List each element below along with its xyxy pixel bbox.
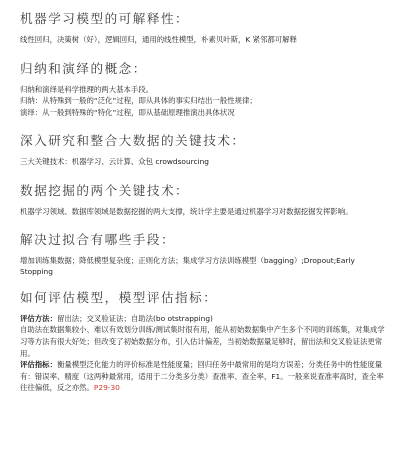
section-heading: 深入研究和整合大数据的关键技术： — [20, 133, 246, 149]
body-text: 三大关键技术：机器学习、云计算、众包 crowdsourcing — [20, 157, 210, 167]
section-heading: 数据挖掘的两个关键技术： — [20, 182, 190, 198]
section-model-evaluation — [20, 289, 390, 394]
section-interpretability — [20, 10, 390, 46]
body-paragraph: 增加训练集数据；降低模型复杂度；正则化方法；集成学习方法训练模型（bagging）;Dropout;Early Stopping — [20, 255, 355, 277]
evaluation-methods-line — [20, 313, 390, 325]
page-reference: P29-30 — [93, 383, 120, 393]
methods-text: 留出法；交叉验证法；自助法(bo otstrapping) — [56, 313, 213, 323]
section-heading: 如何评估模型，模型评估指标： — [20, 289, 218, 305]
section-heading: 解决过拟合有哪些手段： — [20, 231, 176, 247]
section-big-data-tech — [20, 132, 390, 168]
metrics-paragraph — [20, 359, 390, 394]
methods-paragraph: 自助法在数据集较小、难以有效划分训练/测试集时很有用，能从初始数据集中产生多个不同的训练集，对集成学习等方法有很大好处；但改变了初始数据分布，引入估计偏差，当初始数据量足够时，留出法和交叉验证法更常用。 — [20, 325, 385, 358]
body-text: 归纳和演绎是科学推理的两大基本手段。 — [20, 84, 154, 94]
metrics-label: 评估指标： — [20, 360, 57, 370]
methods-label: 评估方法： — [20, 313, 57, 323]
body-paragraph: 机器学习领域、数据库领域是数据挖掘的两大支撑，统计学主要是通过机器学习对数据挖掘发挥影响。 — [20, 206, 353, 216]
section-overfitting — [20, 231, 390, 278]
body-text: 归纳：从特殊到一般的“泛化”过程，即从具体的事实归结出一般性规律； — [20, 96, 257, 106]
metrics-text: 衡量模型泛化能力的评价标准是性能度量；回归任务中最常用的是均方误差；分类任务中的性能度量有：错误率、精度（这两种最常用，适用于二分类多分类）查准率、查全率、F1。一般来说查准率高时，查全率往往偏低，反之亦然。 — [20, 360, 384, 393]
section-heading: 机器学习模型的可解释性： — [20, 11, 190, 26]
section-data-mining — [20, 182, 390, 218]
section-induction-deduction — [20, 60, 390, 119]
section-heading: 归纳和演绎的概念： — [20, 60, 147, 76]
body-text: 演绎：从一般到特殊的“特化”过程，即从基础原理推演出具体状况 — [20, 107, 235, 117]
body-text: 线性回归，决策树（好），逻辑回归，通用的线性模型，朴素贝叶斯，K 紧邻都可解释 — [20, 35, 297, 44]
